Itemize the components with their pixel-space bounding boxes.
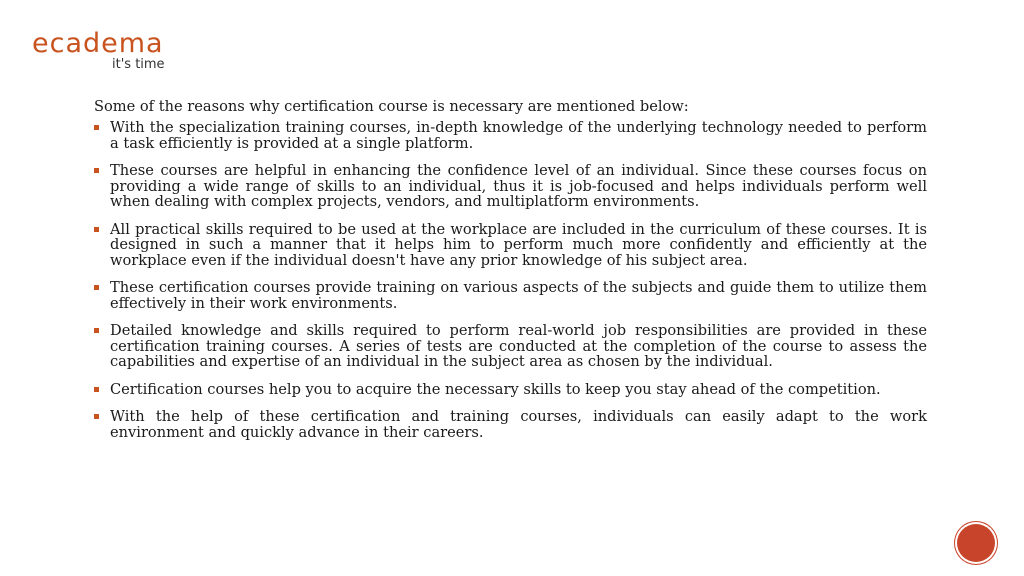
list-item-text: With the help of these certification and training courses, individuals can easily adapt to the work environment and quickly advance in their careers. bbox=[110, 408, 927, 441]
logo-tagline: it's time bbox=[112, 57, 165, 72]
bullet-icon bbox=[94, 285, 99, 290]
list-item bbox=[94, 222, 927, 269]
list-item-text: Detailed knowledge and skills required to perform real-world job responsibilities are provided in these certification training courses. A series of tests are conducted at the completion of the course to assess the capabilities and expertise of an individual in the subject area as chosen by the individual. bbox=[110, 322, 927, 370]
list-item-text: All practical skills required to be used at the workplace are included in the curriculum of these courses. It is designed in such a manner that it helps him to perform much more confidently and efficiently at the workplace even if the individual doesn't have any prior knowledge of his subject area. bbox=[110, 220, 927, 269]
bullet-icon bbox=[94, 227, 99, 232]
list-item bbox=[94, 409, 927, 440]
logo-wordmark: ecadema bbox=[32, 28, 164, 59]
list-item bbox=[94, 382, 927, 398]
list-item-text: These certification courses provide training on various aspects of the subjects and guide them to utilize them effectively in their work environments. bbox=[110, 279, 927, 312]
intro-text: Some of the reasons why certification course is necessary are mentioned below: bbox=[94, 98, 689, 115]
list-item bbox=[94, 163, 927, 210]
ecadema-logo bbox=[32, 28, 192, 76]
bullet-icon bbox=[94, 168, 99, 173]
list-item bbox=[94, 120, 927, 151]
list-item-text: These courses are helpful in enhancing the confidence level of an individual. Since these courses focus on providing a wide range of skills to an individual, thus it is job-focused and helps individuals perform well when dealing with complex projects, vendors, and multiplatform environments. bbox=[110, 162, 927, 210]
slide-content bbox=[94, 98, 927, 452]
list-item-text: Certification courses help you to acquire the necessary skills to keep you stay ahead of the competition. bbox=[110, 380, 881, 398]
list-item bbox=[94, 280, 927, 311]
bullet-icon bbox=[94, 328, 99, 333]
page-number-badge-icon bbox=[957, 524, 995, 562]
list-item bbox=[94, 323, 927, 370]
list-item-text: With the specialization training courses, in-depth knowledge of the underlying technology needed to perform a task efficiently is provided at a single platform. bbox=[110, 119, 927, 152]
bullet-icon bbox=[94, 125, 99, 130]
bullet-icon bbox=[94, 414, 99, 419]
bullet-icon bbox=[94, 387, 99, 392]
reasons-list bbox=[94, 120, 927, 440]
